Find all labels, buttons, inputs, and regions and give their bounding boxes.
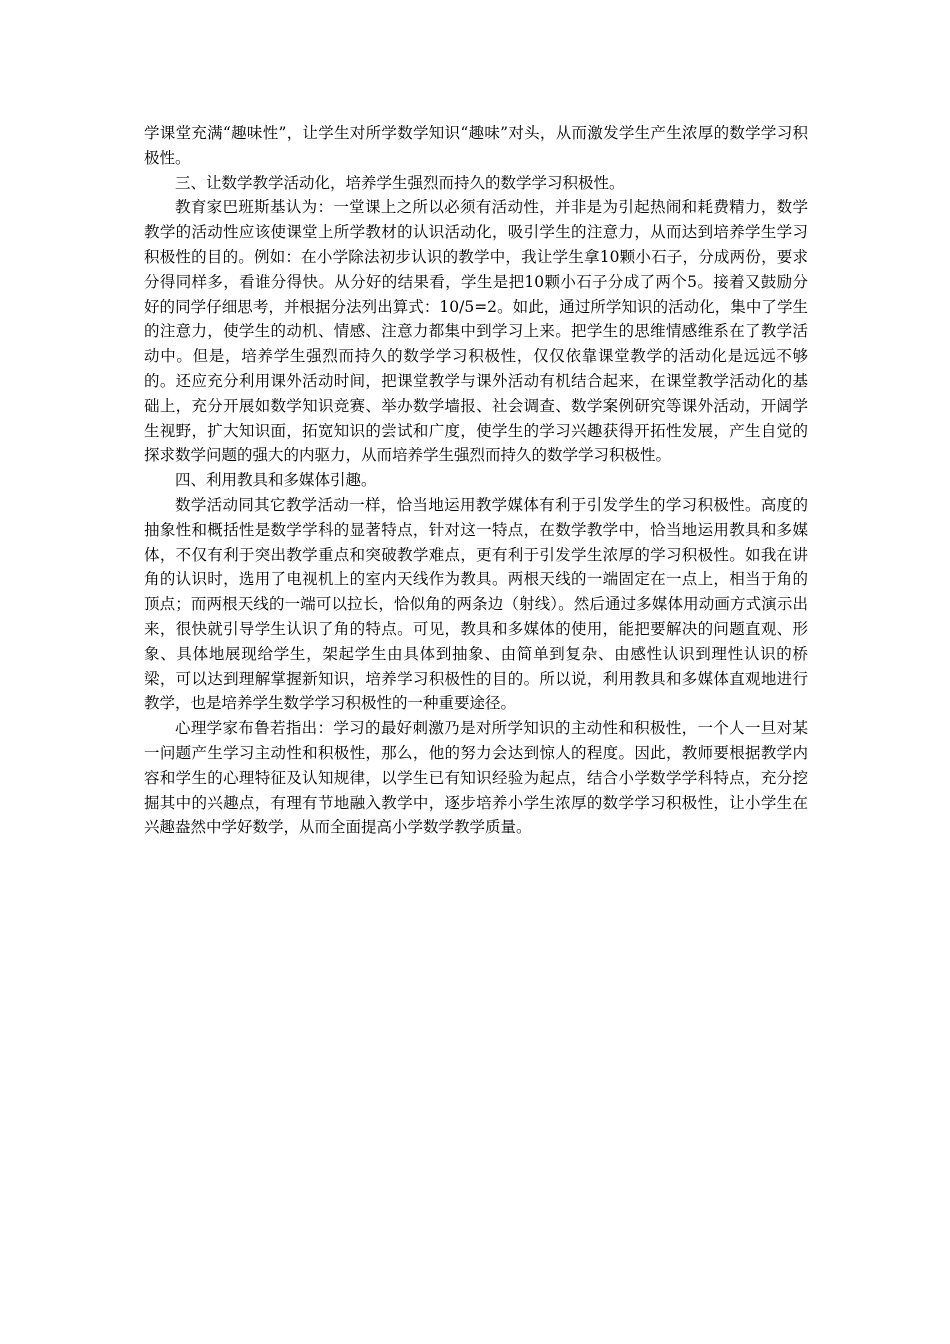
paragraph-babansky: 教育家巴班斯基认为：一堂课上之所以必须有活动性，并非是为引起热闹和耗费精力，数学教学的活动性应该使课堂上所学教材的认识活动化，吸引学生的注意力，从而达到培养学生学习积极性的目的。例如：在小学除法初步认识的教学中，我让学生拿10颗小石子，分成两份，要求分得同样多，看谁分得快。从分好的结果看，学生是把10颗小石子分成了两个5。接着又鼓励分好的同学仔细思考，并根据分法列出算式：10/5=2。如此，通过所学知识的活动化，集中了学生的注意力，使学生的动机、情感、注意力都集中到学习上来。把学生的思维情感维系在了教学活动中。但是，培养学生强烈而持久的数学学习积极性，仅仅依靠课堂教学的活动化是远远不够的。还应充分利用课外活动时间，把课堂教学与课外活动有机结合起来，在课堂教学活动化的基础上，充分开展如数学知识竞赛、举办数学墙报、社会调查、数学案例研究等课外活动，开阔学生视野，扩大知识面，拓宽知识的尝试和广度，使学生的学习兴趣获得开拓性发展，产生自觉的探求数学问题的强大的内驱力，从而培养学生强烈而持久的数学学习积极性。 <box>144 198 808 465</box>
section-heading-3: 三、让数学教学活动化，培养学生强烈而持久的数学学习积极性。 <box>175 173 625 192</box>
section-heading-4: 四、利用教具和多媒体引趣。 <box>175 471 377 490</box>
paragraph-bruner-conclusion: 心理学家布鲁若指出：学习的最好刺激乃是对所学知识的主动性和积极性，一个人一旦对某一问题产生学习主动性和积极性，那么，他的努力会达到惊人的程度。因此，教师要根据教学内容和学生的心理特征及认知规律，以学生已有知识经验为起点，结合小学数学学科特点，充分挖掘其中的兴趣点，有理有节地融入教学中，逐步培养小学生浓厚的数学学习积极性，让小学生在兴趣盎然中学好数学，从而全面提高小学数学教学质量。 <box>144 719 808 837</box>
paragraph-teaching-media: 数学活动同其它教学活动一样，恰当地运用教学媒体有利于引发学生的学习积极性。高度的抽象性和概括性是数学学科的显著特点，针对这一特点，在数学教学中，恰当地运用教具和多媒体，不仅有利于突出教学重点和突破教学难点，更有利于引发学生浓厚的学习积极性。如我在讲角的认识时，选用了电视机上的室内天线作为教具。两根天线的一端固定在一点上，相当于角的顶点；而两根天线的一端可以拉长，恰似角的两条边（射线）。然后通过多媒体用动画方式演示出来，很快就引导学生认识了角的特点。可见，教具和多媒体的使用，能把要解决的问题直观、形象、具体地展现给学生，架起学生由具体到抽象、由简单到复杂、由感性认识到理性认识的桥梁，可以达到理解掌握新知识，培养学习积极性的目的。所以说，利用教具和多媒体直观地进行教学，也是培养学生数学学习积极性的一种重要途径。 <box>144 495 808 713</box>
document-body <box>144 121 808 840</box>
paragraph-continuation: 学课堂充满“趣味性”，让学生对所学数学知识“趣味”对头，从而激发学生产生浓厚的数学学习积极性。 <box>144 124 808 167</box>
